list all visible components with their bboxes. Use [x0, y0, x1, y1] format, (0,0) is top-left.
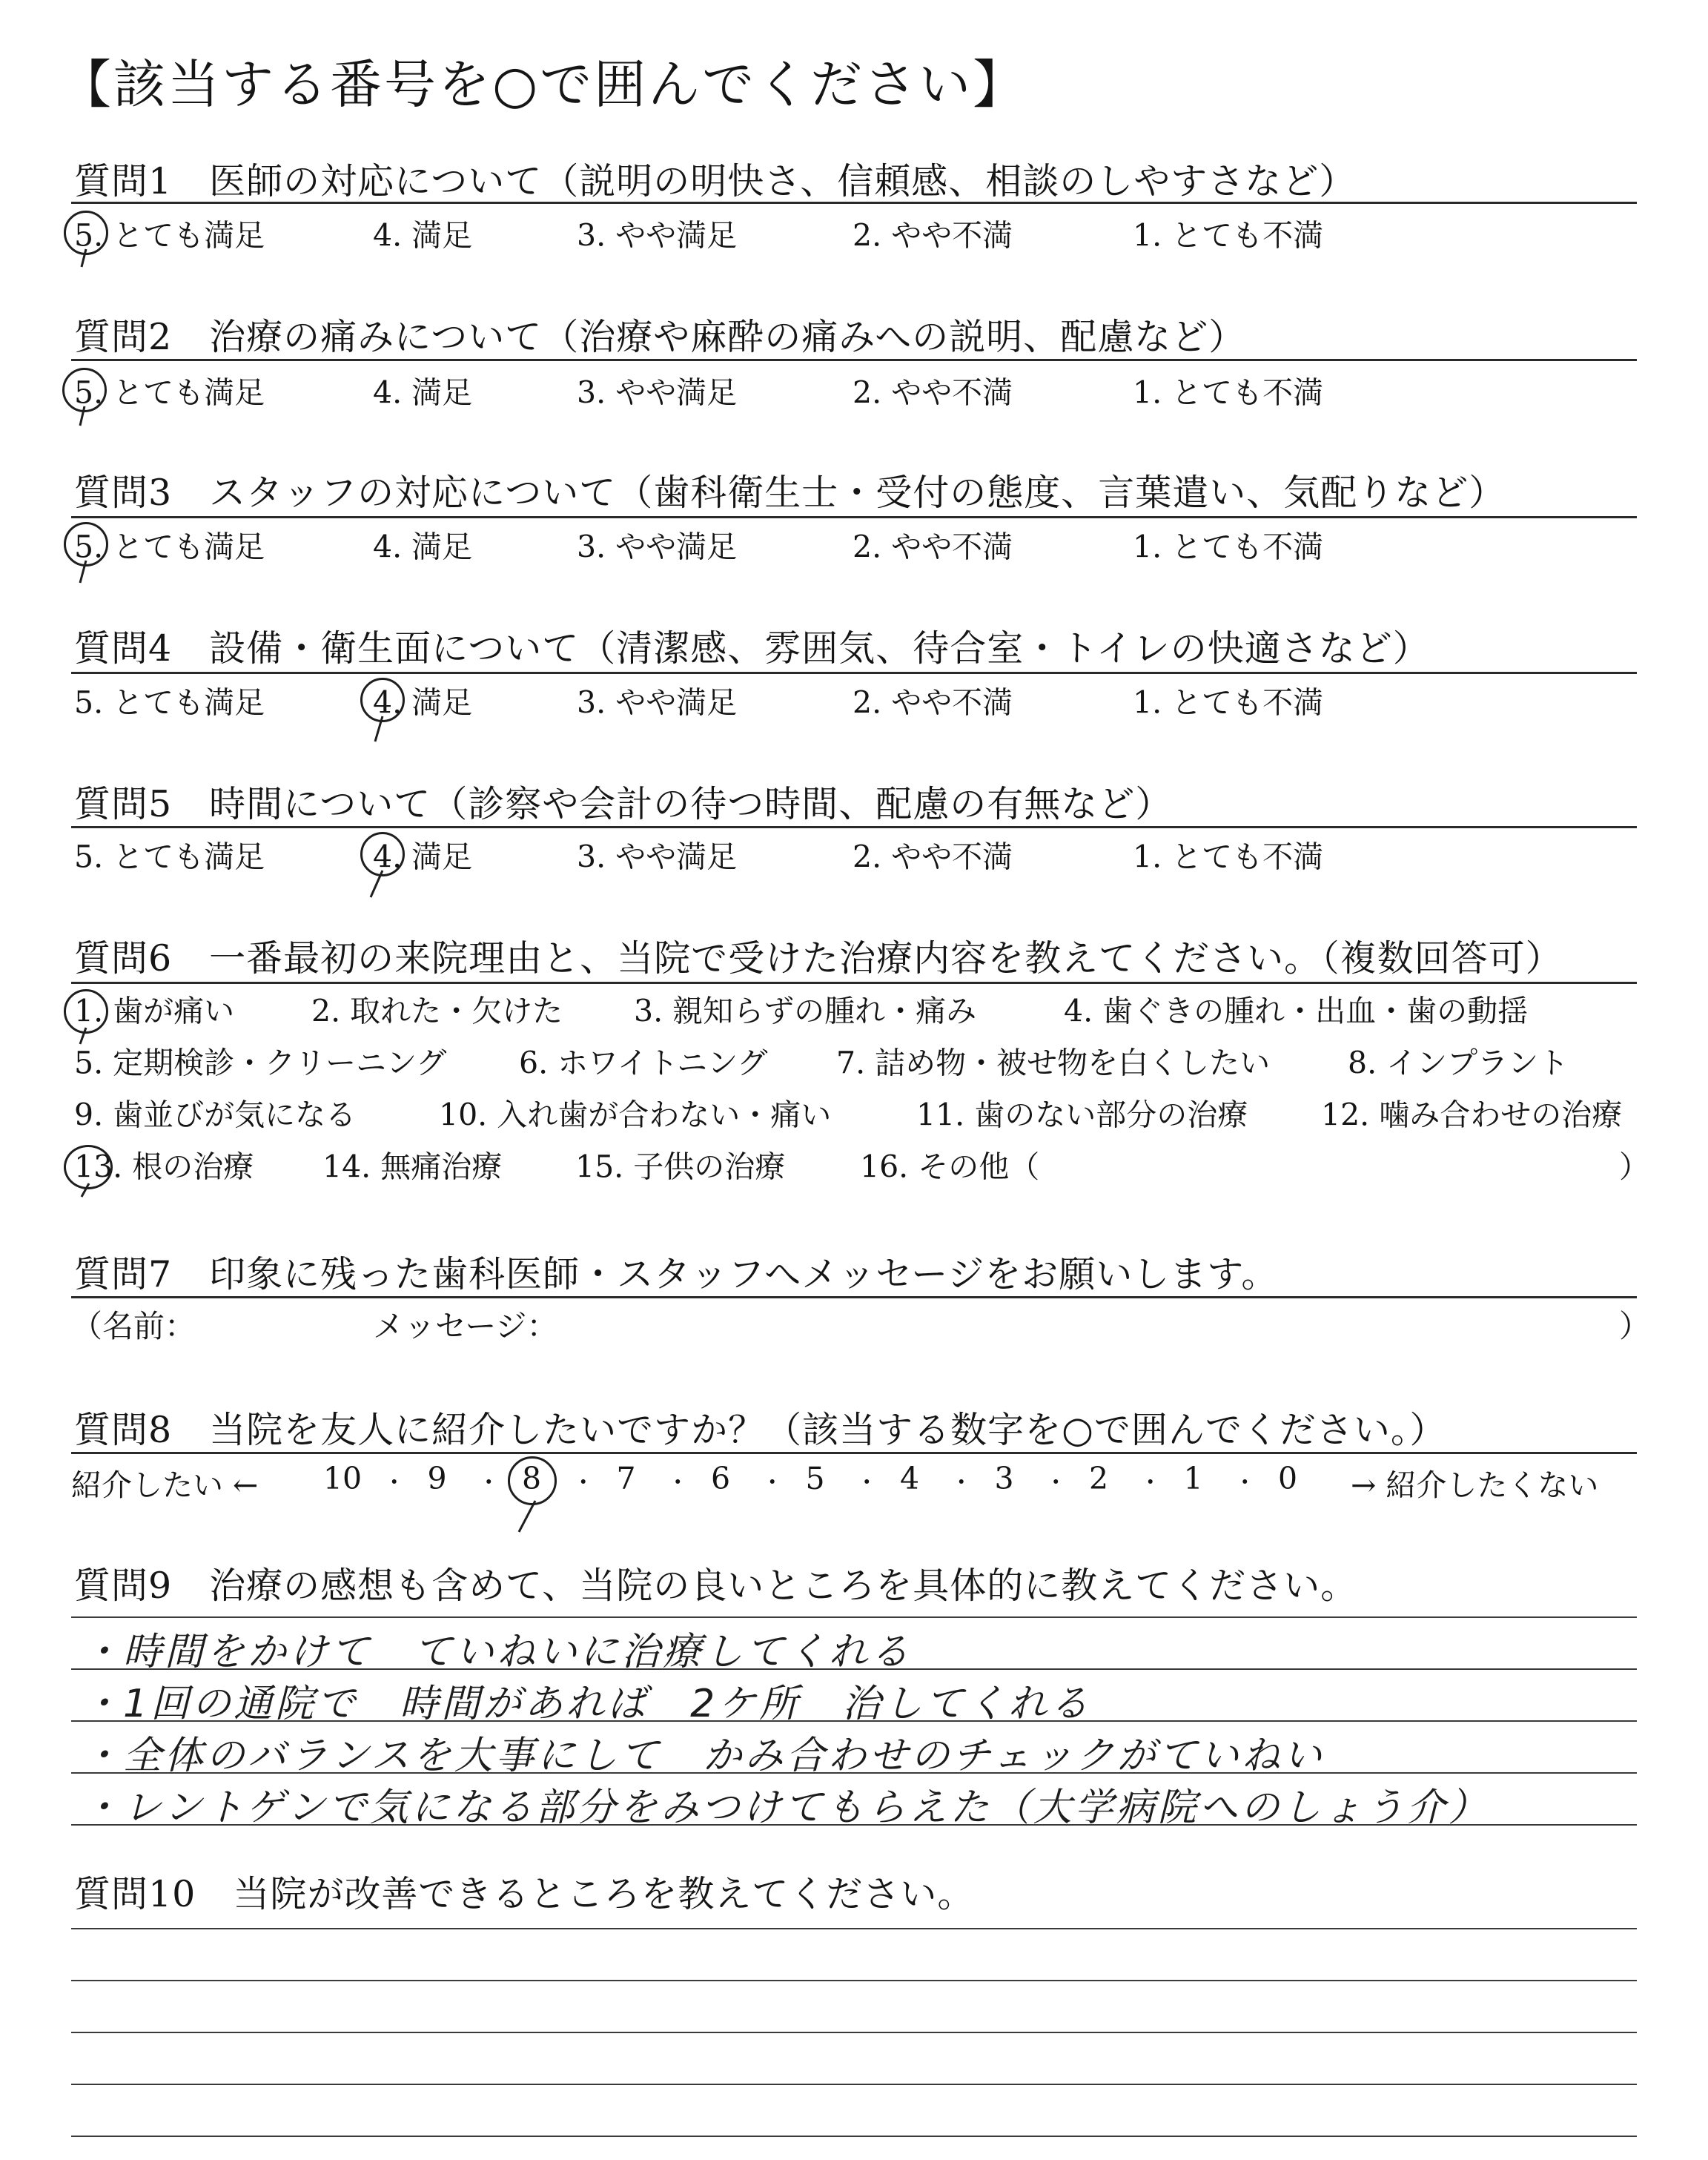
q1-option-3[interactable]: 3. やや満足 — [577, 217, 738, 254]
q6-option-13[interactable]: 13. 根の治療 — [74, 1149, 254, 1185]
q1-option-4[interactable]: 4. 満足 — [373, 217, 473, 254]
q8-right-label: → 紹介したくない — [1351, 1467, 1599, 1503]
q8-scale-9[interactable]: 9 — [427, 1461, 447, 1496]
q10-title: 質問10 当院が改善できるところを教えてください。 — [74, 1873, 975, 1915]
q10-line-4[interactable] — [71, 2084, 1637, 2085]
q8-scale-separator: ・ — [1138, 1468, 1162, 1496]
q8-scale-7[interactable]: 7 — [616, 1461, 636, 1496]
q3-rule — [71, 516, 1637, 518]
q3-option-4[interactable]: 4. 満足 — [373, 529, 473, 565]
q1-rule — [71, 202, 1637, 204]
q6-other-close-paren: ） — [1619, 1149, 1649, 1185]
q5-option-1[interactable]: 1. とても不満 — [1133, 839, 1324, 875]
q4-option-2[interactable]: 2. やや不満 — [853, 684, 1013, 721]
q8-left-label: 紹介したい ← — [71, 1467, 259, 1503]
q6-option-11[interactable]: 11. 歯のない部分の治療 — [916, 1097, 1248, 1133]
q3-option-5[interactable]: 5. とても満足 — [74, 529, 265, 565]
q5-option-3[interactable]: 3. やや満足 — [577, 839, 738, 875]
q8-scale-separator: ・ — [949, 1468, 973, 1496]
q8-scale-separator: ・ — [760, 1468, 784, 1496]
q3-title: 質問3 スタッフの対応について（歯科衛生士・受付の態度、言葉遣い、気配りなど） — [74, 472, 1506, 514]
q8-scale-separator: ・ — [571, 1468, 595, 1496]
q8-scale-separator: ・ — [855, 1468, 879, 1496]
q9-answer-1: ・時間をかけて ていねいに治療してくれる — [82, 1630, 913, 1674]
q6-rule — [71, 982, 1637, 984]
q1-option-2[interactable]: 2. やや不満 — [853, 217, 1013, 254]
q3-option-3[interactable]: 3. やや満足 — [577, 529, 738, 565]
q2-title: 質問2 治療の痛みについて（治療や麻酔の痛みへの説明、配慮など） — [74, 316, 1246, 358]
q7-title: 質問7 印象に残った歯科医師・スタッフへメッセージをお願いします。 — [74, 1253, 1279, 1295]
q9-title: 質問9 治療の感想も含めて、当院の良いところを具体的に教えてください。 — [74, 1565, 1358, 1607]
q9-answer-4: ・レントゲンで気になる部分をみつけてもらえた（大学病院へのしょう介） — [82, 1786, 1490, 1830]
q2-rule — [71, 359, 1637, 361]
q9-line-1 — [71, 1616, 1637, 1618]
q5-option-2[interactable]: 2. やや不満 — [853, 839, 1013, 875]
q8-scale-2[interactable]: 2 — [1088, 1461, 1109, 1496]
q10-line-1[interactable] — [71, 1928, 1637, 1929]
q8-scale-5[interactable]: 5 — [805, 1461, 825, 1496]
q8-rule — [71, 1452, 1637, 1454]
q5-option-5[interactable]: 5. とても満足 — [74, 839, 265, 875]
q2-option-1[interactable]: 1. とても不満 — [1133, 374, 1324, 411]
q1-option-5[interactable]: 5. とても満足 — [74, 217, 265, 254]
q9-answer-3: ・全体のバランスを大事にして かみ合わせのチェックがていねい — [82, 1734, 1325, 1778]
q1-title: 質問1 医師の対応について（説明の明快さ、信頼感、相談のしやすさなど） — [74, 160, 1357, 202]
q8-scale-4[interactable]: 4 — [899, 1461, 920, 1496]
q8-scale-0[interactable]: 0 — [1277, 1461, 1298, 1496]
q3-option-1[interactable]: 1. とても不満 — [1133, 529, 1324, 565]
q6-title: 質問6 一番最初の来院理由と、当院で受けた治療内容を教えてください。（複数回答可） — [74, 937, 1563, 980]
q10-line-3[interactable] — [71, 2032, 1637, 2033]
q2-option-3[interactable]: 3. やや満足 — [577, 374, 738, 411]
q4-option-4[interactable]: 4. 満足 — [373, 684, 473, 721]
q1-option-1[interactable]: 1. とても不満 — [1133, 217, 1324, 254]
q6-option-7[interactable]: 7. 詰め物・被せ物を白くしたい — [836, 1045, 1271, 1081]
q6-option-2[interactable]: 2. 取れた・欠けた — [311, 993, 563, 1029]
q6-option-1[interactable]: 1. 歯が痛い — [74, 993, 235, 1029]
q8-scale-10[interactable]: 10 — [322, 1461, 363, 1496]
q6-option-12[interactable]: 12. 噛み合わせの治療 — [1321, 1097, 1623, 1133]
q10-line-5[interactable] — [71, 2136, 1637, 2137]
q6-option-3[interactable]: 3. 親知らずの腫れ・痛み — [634, 993, 977, 1029]
q5-rule — [71, 826, 1637, 828]
q5-option-4[interactable]: 4. 満足 — [373, 839, 473, 875]
q5-title: 質問5 時間について（診察や会計の待つ時間、配慮の有無など） — [74, 783, 1173, 825]
q10-line-2[interactable] — [71, 1980, 1637, 1981]
q7-name-label: （名前： — [71, 1308, 196, 1344]
q8-scale-separator: ・ — [1233, 1468, 1257, 1496]
q4-option-3[interactable]: 3. やや満足 — [577, 684, 738, 721]
q7-rule — [71, 1296, 1637, 1298]
q6-option-4[interactable]: 4. 歯ぐきの腫れ・出血・歯の動揺 — [1064, 993, 1529, 1029]
q7-close-paren: ） — [1619, 1308, 1651, 1344]
q6-option-15[interactable]: 15. 子供の治療 — [575, 1149, 786, 1185]
q8-scale-separator: ・ — [477, 1468, 501, 1496]
q4-rule — [71, 672, 1637, 674]
q7-message-label: メッセージ： — [373, 1308, 558, 1344]
q8-scale-separator: ・ — [1044, 1468, 1068, 1496]
q8-scale-3[interactable]: 3 — [994, 1461, 1014, 1496]
q6-option-9[interactable]: 9. 歯並びが気になる — [74, 1097, 357, 1133]
q8-scale-1[interactable]: 1 — [1183, 1461, 1203, 1496]
q2-option-2[interactable]: 2. やや不満 — [853, 374, 1013, 411]
q3-option-2[interactable]: 2. やや不満 — [853, 529, 1013, 565]
q6-option-14[interactable]: 14. 無痛治療 — [322, 1149, 503, 1185]
q2-option-4[interactable]: 4. 満足 — [373, 374, 473, 411]
page-title: 【該当する番号を○で囲んでください】 — [59, 54, 1027, 115]
q8-scale-8[interactable]: 8 — [521, 1461, 542, 1496]
q8-scale-separator: ・ — [382, 1468, 406, 1496]
q6-option-16[interactable]: 16. その他（ — [860, 1149, 1040, 1185]
q9-answer-2: ・1回の通院で 時間があれば 2ケ所 治してくれる — [82, 1682, 1092, 1726]
q6-option-6[interactable]: 6. ホワイトニング — [519, 1045, 768, 1081]
q2-option-5[interactable]: 5. とても満足 — [74, 374, 265, 411]
q6-option-5[interactable]: 5. 定期検診・クリーニング — [74, 1045, 447, 1081]
q6-option-8[interactable]: 8. インプラント — [1348, 1045, 1569, 1081]
q8-title: 質問8 当院を友人に紹介したいですか？（該当する数字を○で囲んでください。） — [74, 1409, 1447, 1451]
q8-scale-6[interactable]: 6 — [710, 1461, 731, 1496]
q4-option-1[interactable]: 1. とても不満 — [1133, 684, 1324, 721]
q4-title: 質問4 設備・衛生面について（清潔感、雰囲気、待合室・トイレの快適さなど） — [74, 627, 1430, 670]
q6-option-10[interactable]: 10. 入れ歯が合わない・痛い — [439, 1097, 832, 1133]
q4-option-5[interactable]: 5. とても満足 — [74, 684, 265, 721]
q8-scale-separator: ・ — [666, 1468, 690, 1496]
